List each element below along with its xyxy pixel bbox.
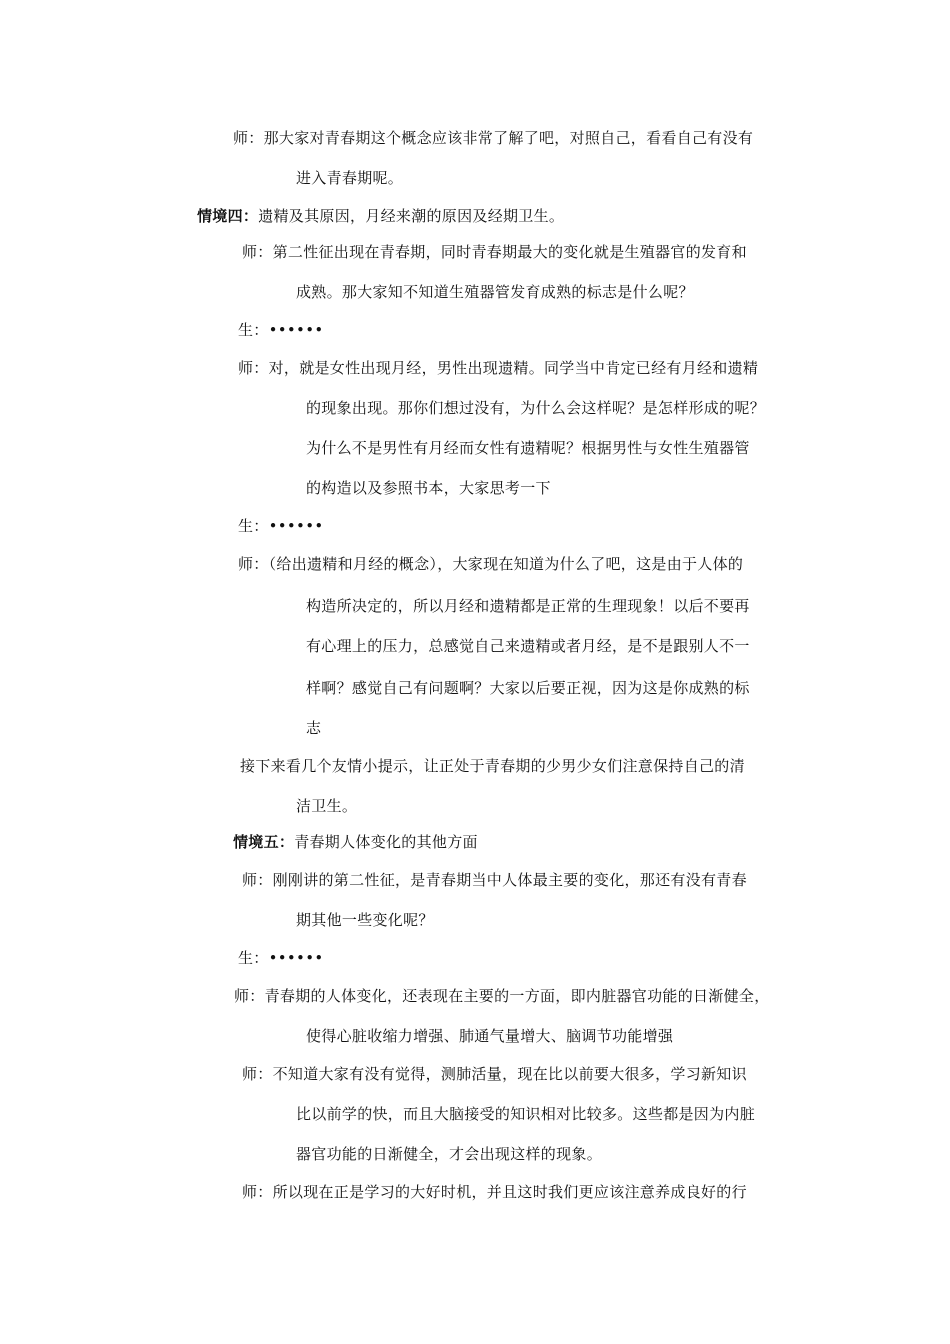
text-line: 师：青春期的人体变化，还表现在主要的一方面，即内脏器官功能的日渐健全，: [234, 987, 770, 1005]
text-line: 师：对，就是女性出现月经，男性出现遗精。同学当中肯定已经有月经和遗精: [238, 359, 759, 377]
text-line: 的现象出现。那你们想过没有，为什么会这样呢？是怎样形成的呢？: [306, 399, 766, 417]
text-line: 师：（给出遗精和月经的概念），大家现在知道为什么了吧，这是由于人体的: [238, 555, 744, 573]
scene-five-heading: [233, 832, 478, 852]
student-response: 生：••••••: [238, 949, 324, 967]
text-line: 构造所决定的，所以月经和遗精都是正常的生理现象！以后不要再: [306, 597, 750, 615]
text-line: 成熟。那大家知不知道生殖器管发育成熟的标志是什么呢？: [296, 283, 694, 301]
text-line: 师：所以现在正是学习的大好时机，并且这时我们更应该注意养成良好的行: [242, 1183, 747, 1201]
text-line: 师：那大家对青春期这个概念应该非常了解了吧，对照自己，看看自己有没有: [233, 129, 754, 147]
student-response: 生：••••••: [238, 517, 324, 535]
text-line: 接下来看几个友情小提示，让正处于青春期的少男少女们注意保持自己的清: [240, 757, 745, 775]
text-line: 进入青春期呢。: [296, 169, 404, 187]
text-line: 比以前学的快，而且大脑接受的知识相对比较多。这些都是因为内脏: [296, 1105, 756, 1123]
scene-four-title: 遗精及其原因，月经来潮的原因及经期卫生。: [258, 207, 565, 225]
text-line: 师：第二性征出现在青春期，同时青春期最大的变化就是生殖器官的发育和: [242, 243, 747, 261]
text-line: 使得心脏收缩力增强、肺通气量增大、脑调节功能增强: [306, 1027, 674, 1045]
student-response: 生：••••••: [238, 321, 324, 339]
text-line: 为什么不是男性有月经而女性有遗精呢？根据男性与女性生殖器管: [306, 439, 750, 457]
scene-four-label: 情境四：: [197, 207, 259, 225]
scene-five-title: 青春期人体变化的其他方面: [294, 833, 478, 851]
text-line: 师：刚刚讲的第二性征，是青春期当中人体最主要的变化，那还有没有青春: [242, 871, 747, 889]
text-line: 期其他一些变化呢？: [296, 911, 434, 929]
text-line: 样啊？感觉自己有问题啊？大家以后要正视，因为这是你成熟的标: [306, 679, 750, 697]
text-line: 师：不知道大家有没有觉得，测肺活量，现在比以前要大很多，学习新知识: [242, 1065, 747, 1083]
scene-four-heading: [197, 206, 564, 226]
text-line: 洁卫生。: [296, 797, 358, 815]
text-line: 志: [306, 719, 322, 737]
text-line: 有心理上的压力，总感觉自己来遗精或者月经，是不是跟别人不一: [306, 637, 750, 655]
text-line: 的构造以及参照书本，大家思考一下: [306, 479, 551, 497]
scene-five-label: 情境五：: [233, 833, 295, 851]
text-line: 器官功能的日渐健全，才会出现这样的现象。: [296, 1145, 603, 1163]
